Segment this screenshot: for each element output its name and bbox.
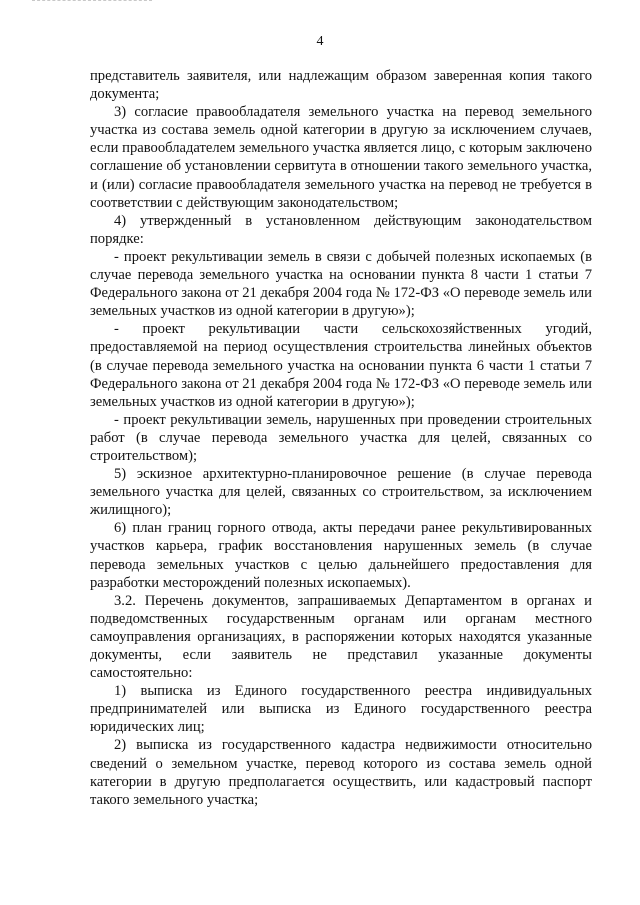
paragraph-item-6-mining-plan: 6) план границ горного отвода, акты передачи ранее рекультивированных участков карьера, график восстановления нарушенных земель (в случае перевода земельных участков с целью дальнейшего предоставления для разработки месторождений полезных ископаемых).	[90, 520, 592, 591]
paragraph-representative: представитель заявителя, или надлежащим образом заверенная копия такого документа;	[90, 68, 592, 103]
paragraph-recultivation-agricultural: - проект рекультивации части сельскохозяйственных угодий, предоставляемой на период осуществления строительства линейных объектов (в случае перевода земельного участка на основании пункта 6 части 1 статьи 7 Федерального закона от 21 декабря 2004 года № 172-ФЗ «О переводе земель или земельных участков из одной категории в другую»);	[90, 321, 592, 410]
paragraph-recultivation-construction: - проект рекультивации земель, нарушенных при проведении строительных работ (в случае перевода земельного участка для целей, связанных со строительством);	[90, 411, 592, 464]
paragraph-recultivation-mining: - проект рекультивации земель в связи с добычей полезных ископаемых (в случае перевода земельного участка на основании пункта 8 части 1 статьи 7 Федерального закона от 21 декабря 2004 года № 172-ФЗ «О переводе земель или земельных участков из одной категории в другую»);	[90, 248, 592, 320]
page-number: 4	[316, 34, 324, 49]
paragraph-item-5-sketch: 5) эскизное архитектурно-планировочное решение (в случае перевода земельного участка для целей, связанных со строительством, за исключением жилищного);	[90, 466, 592, 519]
paragraph-item-3-consent: 3) согласие правообладателя земельного участка на перевод земельного участка из состава земель одной категории в другую за исключением случаев, если правообладателем земельного участка является лицо, с которым заключено соглашение об установлении сервитута в отношении такого земельного участка, и (или) согласие правообладателя земельного участка на перевод не требуется в соответствии с действующим законодательством;	[90, 104, 592, 211]
paragraph-list-item-2-cadastre: 2) выписка из государственного кадастра недвижимости относительно сведений о земельном участке, перевод которого из состава земель одной категории в другую предполагается осуществить, или кадастровый паспорт такого земельного участка;	[90, 737, 592, 808]
paragraph-list-item-1-extract: 1) выписка из Единого государственного реестра индивидуальных предпринимателей или выписка из Единого государственного реестра юридических лиц;	[90, 683, 592, 736]
paragraph-section-3-2: 3.2. Перечень документов, запрашиваемых Департаментом в органах и подведомственных государственным органам или органам местного самоуправления организациях, в распоряжении которых находятся указанные документы, если заявитель не представил указанные документы самостоятельно:	[90, 592, 592, 682]
paragraph-item-4-approved: 4) утвержденный в установленном действующим законодательством порядке:	[90, 212, 592, 247]
scan-edge-marks	[32, 0, 152, 9]
document-body	[90, 67, 592, 809]
